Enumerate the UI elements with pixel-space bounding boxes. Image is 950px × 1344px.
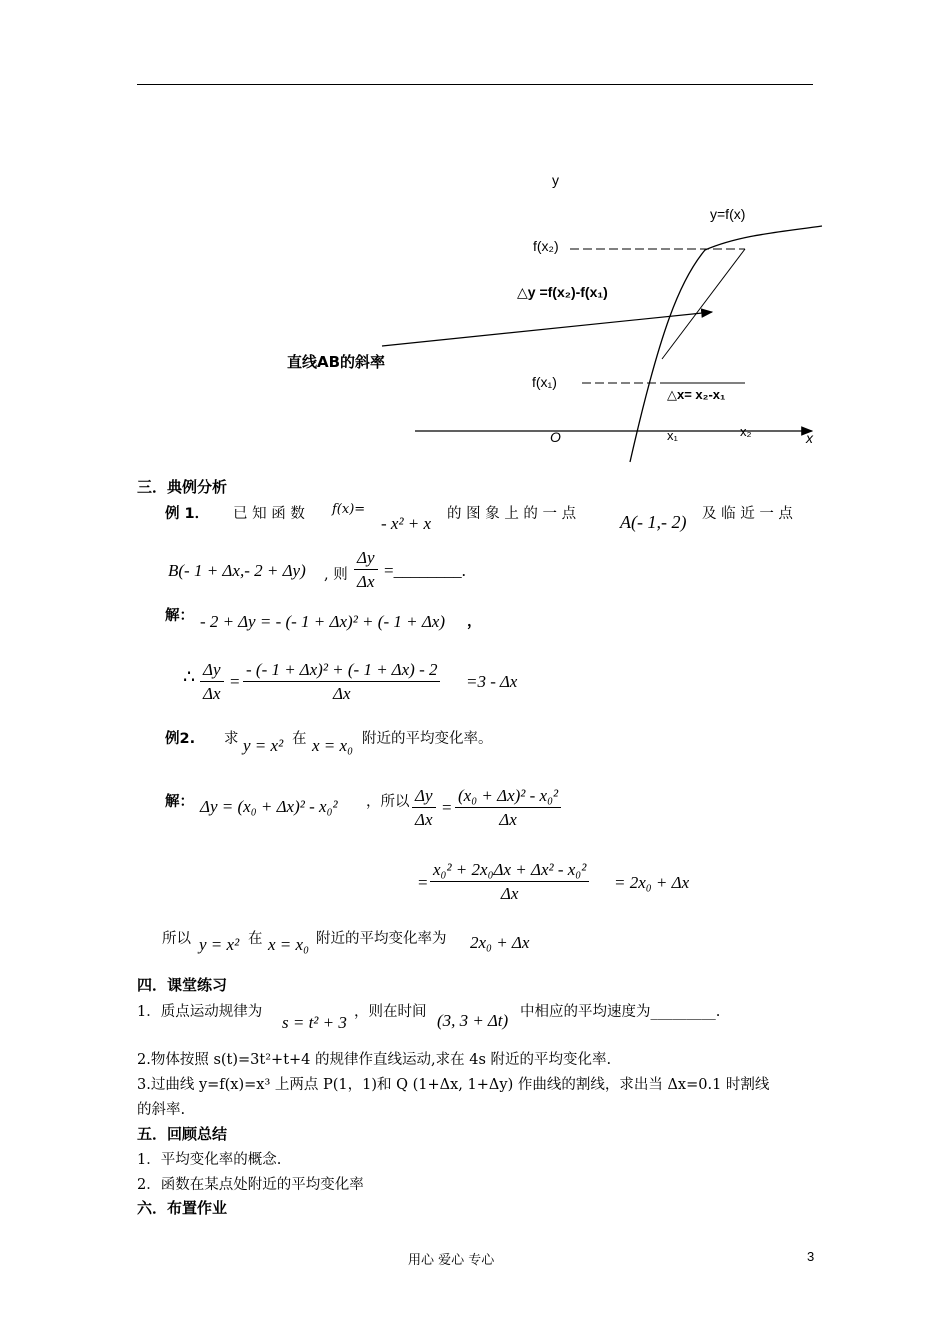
sol2-lhs-denominator: Δx [415, 810, 433, 829]
rhs-denominator: Δx [332, 684, 351, 703]
solution1-rhs-fraction [243, 660, 440, 704]
example1-text-b: 的 图 象 上 的 一 点 [447, 506, 577, 522]
solution2-rhs-fraction [455, 786, 561, 830]
solution1-comma: ， [467, 613, 482, 630]
x1-label: x₁ [667, 428, 678, 443]
sol2-lhs-numerator: Δy [412, 786, 436, 808]
page-number: 3 [807, 1249, 815, 1264]
example1-expression: - x² + x [381, 514, 432, 533]
example2-label: 例2. [165, 731, 196, 747]
conclusion-point: x = x₀ [268, 935, 309, 954]
expanded-denominator: Δx [500, 884, 519, 903]
section5-heading: 五．回顾总结 [137, 1125, 228, 1143]
solution1-equation: - 2 + Δy = - (- 1 + Δx)² + (- 1 + Δx) [200, 612, 446, 631]
example1-label: 例 1． [165, 506, 210, 522]
f-x1-label: f(x₁) [532, 374, 557, 390]
point-b: B(- 1 + Δx,- 2 + Δy) [168, 561, 306, 580]
example2-function: y = x² [243, 736, 284, 755]
example2-at: 在 [292, 731, 307, 747]
sol2-rhs-denominator: Δx [499, 810, 517, 829]
fraction-denominator: Δx [357, 572, 375, 591]
exercise1-text-b: ，则在时间 [354, 1004, 427, 1020]
example2-text-b: 附近的平均变化率。 [362, 731, 493, 747]
example1-text-a: 已 知 函 数 [233, 506, 305, 522]
exercise3-line2: 的斜率. [137, 1102, 186, 1118]
delta-y-label: △y =f(x₂)-f(x₁) [517, 284, 608, 300]
sol2-rhs-numerator: (x₀ + Δx)² - x₀² [455, 786, 561, 808]
therefore-symbol: ∴ [183, 667, 196, 688]
expanded-numerator: x₀² + 2x₀Δx + Δx² - x₀² [430, 860, 589, 882]
solution2-so: ，所以 [366, 794, 410, 810]
dy-dx-fraction [354, 548, 378, 592]
section3-heading: 三．典例分析 [137, 478, 228, 496]
solution2-equation: Δy = (x₀ + Δx)² - x₀² [200, 797, 338, 816]
solution2-result: = 2x₀ + Δx [614, 873, 690, 892]
delta-x-label: △x= x₂-x₁ [667, 387, 726, 402]
exercise3-line1: 3.过曲线 y=f(x)=x³ 上两点 P(1，1)和 Q (1+Δx, 1+Δy) 作曲线的割线，求出当 Δx=0.1 时割线 [137, 1077, 770, 1093]
section6-heading: 六．布置作业 [137, 1199, 228, 1217]
conclusion-function: y = x² [199, 935, 240, 954]
x-axis-label: x [806, 430, 813, 446]
conclusion-at: 在 [248, 931, 263, 947]
solution1-label: 解： [165, 608, 194, 624]
example2-text-a: 求 [224, 731, 239, 747]
point-a: A(- 1,- 2) [620, 512, 687, 532]
line-ab-slope-label: 直线AB的斜率 [287, 353, 386, 371]
exercise1-expression: s = t² + 3 [282, 1013, 347, 1032]
origin-label: O [550, 429, 561, 445]
example1-fx: f(x)= [332, 502, 366, 517]
curve-label: y=f(x) [710, 206, 746, 222]
summary-item-2: 2．函数在某点处附近的平均变化率 [137, 1177, 364, 1193]
slope-pointer-arrow [382, 312, 712, 346]
example2-point: x = x₀ [312, 736, 353, 755]
summary-item-1: 1．平均变化率的概念. [137, 1152, 282, 1168]
solution2-lhs-fraction [412, 786, 436, 830]
fraction-numerator: Δy [354, 548, 378, 570]
exercise1-text-a: 1．质点运动规律为 [137, 1004, 263, 1020]
footer-motto: 用心 爱心 专心 [408, 1253, 495, 1268]
solution2-equals: = [442, 798, 452, 817]
example1-text-c: 及 临 近 一 点 [702, 506, 793, 522]
exercise1-text-c: 中相应的平均速度为_________. [520, 1004, 721, 1020]
average-rate-figure [0, 0, 950, 470]
solution2-label: 解： [165, 794, 194, 810]
y-axis-label: y [552, 172, 559, 188]
example1-then: , 则 [324, 567, 348, 583]
equals-sign: = [230, 672, 240, 691]
rhs-numerator: - (- 1 + Δx)² + (- 1 + Δx) - 2 [243, 660, 440, 682]
lhs-numerator: Δy [200, 660, 224, 682]
x2-label: x₂ [740, 424, 752, 439]
answer-blank: =________. [384, 561, 466, 580]
conclusion-result: 2x₀ + Δx [470, 933, 530, 952]
f-x2-label: f(x₂) [533, 238, 559, 254]
conclusion-text: 附近的平均变化率为 [316, 931, 447, 947]
conclusion-so: 所以 [162, 931, 191, 947]
solution1-lhs-fraction [200, 660, 224, 704]
exercise1-interval: (3, 3 + Δt) [437, 1011, 509, 1030]
solution1-result: =3 - Δx [466, 672, 518, 691]
section4-heading: 四．课堂练习 [137, 976, 228, 994]
curve [630, 226, 822, 462]
solution2-equals-2: = [418, 873, 428, 892]
solution2-expanded-fraction [430, 860, 589, 904]
lhs-denominator: Δx [203, 684, 221, 703]
exercise2: 2.物体按照 s(t)=3t²+t+4 的规律作直线运动,求在 4s 附近的平均变化率. [137, 1052, 612, 1068]
